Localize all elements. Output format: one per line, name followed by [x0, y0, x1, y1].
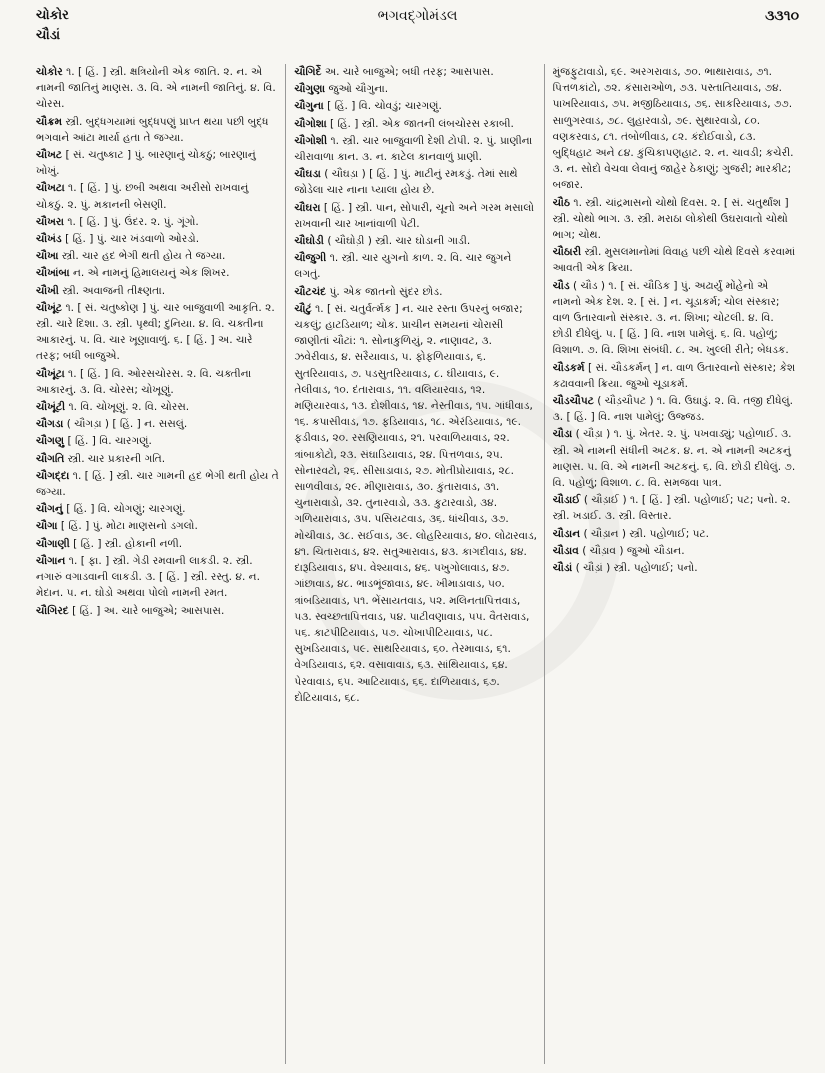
dictionary-entry — [36, 265, 279, 281]
dictionary-entry — [553, 360, 796, 392]
entry-definition: મુંજફુટાવાડો, ૬૯. અરગરાવાડ, ૭૦. ભાથારાવાડ, ૭૧. પિત્તળકાંટો, ૭૨. કંસારાઓળ, ૭૩. પસ્તાતિયાવાડ, ૭૪. પાખરિયાવાડ, ૭૫. મજીઠિયાવાડ, ૭૬. સાકરિયાવાડ, ૭૭. સાળુગરવાડ, ૭૮. લુહારવાડો, ૭૯. સુથારવાડો, ૮૦. વણકરવાડ, ૮૧. તંબોળીવાડ, ૮૨. કંદોઈવાડો, ૮૩. બુદ્ધિહાટ અને ૮૪. કુંચિકાપણહાટ. ૨. ન. ચાવડી; કચેરી. ૩. ન. સોદો વેચવા લેવાનું જાહેર ઠેકાણું; ગુજરી; મારકીટ; બજાર. — [552, 66, 794, 192]
dictionary-entry — [553, 543, 796, 559]
dictionary-entry — [553, 278, 796, 359]
dictionary-entry — [294, 64, 537, 80]
dictionary-entry — [36, 451, 279, 467]
entry-definition: [ હિં. ] પું. મોટા માણસનો ડગલો. — [60, 520, 198, 533]
dictionary-entry — [36, 518, 279, 534]
entry-headword: ચૌઘોડી — [294, 235, 324, 248]
dictionary-entry — [553, 393, 796, 425]
entry-definition: સ્ત્રી. મુસલમાનોમાં વિવાહ પછી ચોથે દિવસે કરવામાં આવતી એક ક્રિયા. — [552, 246, 796, 275]
entry-definition: ૧. વિ. ચોખૂણું. ૨. વિ. ચોરસ. — [68, 401, 190, 414]
entry-headword: ચૌક્રમ — [36, 115, 63, 128]
entry-definition: ( ચૌઘડ઼ા ) [ હિં. ] પું. માટીનું રમકડું. તેમાં સાથે જોડેલા ચાર નાના પ્યાલા હોય છે. — [294, 168, 518, 197]
entry-definition: જુઓ ચૌગુના. — [328, 83, 389, 96]
entry-definition: ૧. [ ફા. ] સ્ત્રી. ગેડી રમવાની લાકડી. ૨. સ્ત્રી. નગારું વગાડવાની લાકડી. ૩. [ હિં. ] સ્ત્રી. રસ્તુ. ૪. ન. મેદાન. ૫. ન. ઘોડો અથવા પોલો નામની રમત. — [36, 554, 260, 600]
entry-definition: સ્ત્રી. બુદ્ધગયામાં બુદ્ધપણું પ્રાપ્ત થયા પછી બુદ્ધ ભગવાને આંટા માર્યા હતા તે જગ્યા. — [36, 115, 269, 144]
entry-definition: સ્ત્રી. ચાર પ્રકારની ગતિ. — [67, 452, 166, 465]
entry-definition: ૧. [ હિં. ] સ્ત્રી. ચાર ગામની હદ ભેગી થતી હોય તે જગ્યા. — [36, 469, 279, 499]
entry-definition: ( ચૌડ઼ચૌપટ ) ૧. વિ. ઉઘાડું. ૨. વિ. તજી દીધેલું. ૩. [ હિં. ] વિ. નાશ પામેલું; ઉજ્જડ. — [552, 395, 793, 424]
entry-definition: ( ચૌડ઼ાં ) સ્ત્રી. પહોળાઈ; પનો. — [575, 562, 698, 575]
dictionary-entry — [294, 233, 537, 249]
entry-headword: ચૌખૂંટ — [36, 301, 63, 314]
entry-headword: ચૌડાવ — [552, 544, 579, 557]
entry-definition: [ હિં. ] સ્ત્રી. પાન, સોપારી, ચૂનો અને ગરમ મસાલો રાખવાની ચાર ખાનાંવાળી પેટી. — [294, 201, 534, 230]
dictionary-entry — [553, 195, 796, 244]
entry-headword: ચોકોર — [36, 66, 63, 78]
dictionary-entry — [36, 536, 279, 552]
entry-headword: ચૌખરા — [36, 215, 64, 228]
entry-definition: ૧. સ્ત્રી. ચાર યુગનો કાળ. ૨. વિ. ચાર જુગને લગતું. — [294, 252, 512, 281]
entry-headword: ચૌગાણી — [36, 537, 70, 550]
entry-definition: ૧. [ હિં. ] વિ. ઓરસચોરસ. ૨. વિ. ચક્તીના આકારનું. ૩. વિ. ચોરસ; ચોખૂણું. — [36, 367, 252, 396]
entry-definition: ( ચૌગડ઼ા ) [ હિં. ] ન. સસલું. — [66, 418, 188, 431]
entry-headword: ચૌડાન — [552, 527, 581, 540]
dictionary-entry — [36, 283, 279, 299]
entry-headword: ચૌખૂંટા — [36, 367, 65, 380]
entry-definition: ૧. [ સં. ચતુષ્કોણ ] પું. ચાર બાજુવાળી આકૃતિ. ૨. સ્ત્રી. ચારે દિશા. ૩. સ્ત્રી. પૃથ્વી; દુનિયા. ૪. વિ. ચક્તીના આકારનું. ૫. વિ. ચાર ખૂણાવાળું. ૬. [ હિં. ] અ. ચારે તરફ; બધી બાજુએ. — [36, 301, 275, 363]
dictionary-entry — [36, 399, 279, 415]
entry-headword: ચૌખૂંટી — [36, 401, 66, 414]
column-2 — [294, 64, 544, 1064]
entry-headword: ચૌડ — [552, 279, 570, 292]
entry-definition: [ સં. ચૌડકર્મન્ ] ન. વાળ ઉતારવાનો સંસ્કાર; કેશ કઢાવવાની ક્રિયા. જુઓ ચૂડાકર્મ. — [552, 361, 796, 390]
book-title: ભગવદ્ગોમંડલ — [377, 8, 458, 24]
entry-definition: પું. એક જાતનો સુંદર છોડ. — [329, 285, 443, 298]
dictionary-entry — [294, 133, 537, 165]
dictionary-entry — [36, 64, 279, 113]
entry-headword: ચૌડાં — [552, 562, 573, 575]
entry-headword: ચૌગુણા — [294, 83, 326, 96]
entry-definition: [ હિં. ] વિ. ચોવડું; ચારગણું. — [327, 100, 442, 113]
dictionary-entry — [553, 426, 796, 491]
dictionary-columns — [36, 64, 802, 1064]
dictionary-entry — [36, 433, 279, 449]
guide-word-first: ચોકોર — [36, 8, 69, 23]
entry-definition: ૧. [ હિં. ] પું. ઉંદર. ૨. પું. ગૂંગો. — [67, 215, 199, 228]
entry-headword: ચૌજુગી — [294, 252, 327, 265]
dictionary-entry — [36, 468, 279, 500]
dictionary-entry — [36, 231, 279, 247]
entry-headword: ચૌખંડ — [36, 233, 62, 246]
entry-headword: ચૌગુના — [294, 100, 324, 113]
dictionary-entry — [36, 501, 279, 517]
page-header — [36, 6, 799, 50]
dictionary-entry — [553, 244, 796, 276]
entry-definition: ન. એ નામનું હિમાલયનું એક શિખર. — [72, 267, 230, 280]
entry-headword: ચૌઠ — [552, 196, 571, 209]
dictionary-entry — [36, 180, 279, 212]
column-1 — [36, 64, 286, 1064]
entry-definition: [ હિં. ] સ્ત્રી. એક જાતની લંબચોરસ રકાબી. — [330, 117, 514, 130]
entry-definition: સ્ત્રી. અવાજની તીક્ષ્ણતા. — [62, 284, 166, 297]
entry-headword: ચૌગનું — [36, 503, 63, 516]
entry-headword: ચૌગોશી — [294, 134, 328, 147]
entry-headword: ચૌડકર્મ — [552, 361, 585, 374]
entry-headword: ચૌડચૌપટ — [552, 395, 594, 408]
entry-headword: ચૌગાન — [36, 554, 66, 567]
dictionary-entry — [294, 301, 537, 706]
dictionary-entry — [36, 416, 279, 432]
dictionary-entry — [553, 526, 796, 542]
entry-definition: ૧. સ્ત્રી. ચાંદ્રમાસનો ચોથો દિવસ. ૨. [ સં. ચતુર્થાંશ ] સ્ત્રી. ચોથો ભાગ. ૩. સ્ત્રી. મરાઠા લોકોથી ઉઘરાવાતો ચોથો ભાગ; ચોથ. — [552, 196, 789, 242]
entry-definition: ( ચૌડ઼ા ) ૧. પું. ખેતર. ૨. પું. પખવાડ્યું; પહોળાઈ. ૩. સ્ત્રી. એ નામની સંધીની અટક. ૪. ન. એ નામની અટકનું માણસ. ૫. વિ. એ નામની અટકનું. ૬. વિ. છોડી દીધેલું. ૭. વિ. પહોળું; વિશાળ. ૮. વિ. સમજવા પાત્ર. — [552, 428, 796, 490]
entry-definition: [ હિં. ] પું. ચાર ખંડવાળો ઓરડો. — [65, 233, 200, 246]
entry-headword: ચૌઘરા — [294, 201, 321, 214]
entry-headword: ચૌગદ્દા — [36, 469, 70, 482]
guide-word-last: ચૌડાં — [36, 28, 61, 43]
entry-headword: ચૌડાઈ — [552, 494, 581, 507]
entry-definition: [ હિં. ] સ્ત્રી. હોકાની નળી. — [73, 537, 183, 550]
entry-definition: સ્ત્રી. ચાર હદ ભેગી થતી હોય તે જગ્યા. — [61, 250, 226, 263]
dictionary-entry — [294, 81, 537, 97]
dictionary-entry — [36, 147, 279, 179]
entry-headword: ચૌડા — [552, 428, 573, 441]
dictionary-entry — [36, 300, 279, 365]
entry-headword: ચૌગડા — [36, 418, 64, 431]
entry-headword: ચૌખટ — [36, 149, 63, 162]
entry-definition: ૧. [ હિં. ] સ્ત્રી. ક્ષત્રિયોની એક જાતિ. ૨. ન. એ નામની જાતિનું માણસ. ૩. વિ. એ નામની જાતિનું. ૪. વિ. ચોરસ. — [36, 66, 276, 111]
entry-headword: ચૌગણુ — [36, 435, 65, 448]
dictionary-entry — [294, 116, 537, 132]
entry-definition: ( ચૌડ઼ાઈ ) ૧. [ હિં. ] સ્ત્રી. પહોળાઈ; પટ; પનો. ૨. સ્ત્રી. ખડાઈ. ૩. સ્ત્રી. વિસ્તાર. — [552, 494, 791, 523]
entry-definition: ( ચૌઘોડ઼ી ) સ્ત્રી. ચાર ઘોડાની ગાડી. — [327, 235, 471, 248]
entry-headword: ચૌગતિ — [36, 452, 65, 465]
entry-definition: ૧. [ સં. ચતુર્વર્ત્મક ] ન. ચાર રસ્તા ઉપરનું બજાર; ચકલું; હાટડિયાળ; ચોક. પ્રાચીન સમયનાં ચોરાસી જાણીતાં ચૌટાં: ૧. સોનાકુળિયું, ૨. નાણાવટ, ૩. ઝવેરીવાડ, ૪. સરૈયાવાડ, ૫. ફોફળિયાવાડ, ૬. સુતરિયાવાડ, ૭. પડસુતરિયાવાડ, ૮. ઘીયાવાડ, ૯. તેલીવાડ, ૧૦. દંતારાવાડ, ૧૧. વલિયારવાડ, ૧૨. મણિયારવાડ, ૧૩. દોશીવાડ, ૧૪. નેસ્તીવાડ, ૧૫. ગાંધીવાડ, ૧૬. કપાસીવાડ, ૧૭. ફડિયાવાડ, ૧૮. એરંડિયાવાડ, ૧૯. ફડીવાડ, ૨૦. રસણિયાવાડ, ૨૧. પરવાળિયાવાડ, ૨૨. ત્રાંબાકોટો, ૨૩. સંઘાડિયાવાડ, ૨૪. પિત્તળવાડ, ૨૫. સોનારવટો, ૨૬. સીસાડાવાડ, ૨૭. મોતીપ્રોયાવાડ, ૨૮. સાળવીવાડ, ૨૯. મીણારાવાડ, ૩૦. કુંતારાવાડ, ૩૧. ચુનારાવાડો, ૩૨. તુનારવાડો, ૩૩. કુટારવાડો, ૩૪. ગળિયારાવાડ, ૩૫. પસિયટવાડ, ૩૬. ધાંચીવાડ, ૩૭. મોચીવાડ, ૩૮. સઈવાડ, ૩૯. લોહરિયાવાડ, ૪૦. લોઢારવાડ, ૪૧. ચિતારાવાડ, ૪૨. સતુઆરાવાડ, ૪૩. કાગદીવાડ, ૪૪. દારૂડિયાવાડ, ૪૫. વેશ્યાવાડ, ૪૬. પખુગોલાવાડ, ૪૭. ગાંછાવાડ, ૪૮. ભાડભૂંજાવાડ, ૪૯. ખીમાડાવાડ, ૫૦. ત્રાંબડિયાવાડ, ૫૧. ભેંસાયતવાડ, ૫૨. મલિનતાપિત્તવાડ, ૫૩. સ્વચ્છતાપિત્તવાડ, ૫૪. પાટીવણાવાડ, ૫૫. વૈતરાવાડ, ૫૬. કાટપીટિયાવાડ, ૫૭. ચોખાપીટિયાવાડ, ૫૮. સુખડિયાવાડ, ૫૯. સાથરિયાવાડ, ૬૦. તેરમાવાડ, ૬૧. વેગડિયાવાડ, ૬૨. વસાવાવાડ, ૬૩. સાંથિયાવાડ, ૬૪. પેરવાવાડ, ૬૫. આટિયાવાડ, ૬૬. દાળિયાવાડ, ૬૭. દોટિયાવાડ, ૬૮. — [294, 302, 538, 704]
entry-headword: ચૌખટા — [36, 182, 65, 195]
dictionary-entry — [553, 492, 796, 524]
entry-definition: ( ચૌડ઼ાવ ) જુઓ ચૌડાન. — [582, 544, 685, 557]
entry-headword: ચૌગોશા — [294, 117, 327, 130]
entry-definition: ( ચૌડ઼ાન ) સ્ત્રી. પહોળાઈ; પટ. — [583, 527, 710, 540]
dictionary-entry — [294, 98, 537, 114]
column-3 — [553, 64, 802, 1064]
entry-definition: ૧. [ હિં. ] પું. છબી અથવા અરીસો રાખવાનું ચોકઠું. ૨. પું. મકાનની બેસણી. — [36, 182, 249, 211]
entry-headword: ચૌગા — [36, 520, 58, 533]
entry-headword: ચૌખાંબા — [36, 267, 70, 280]
entry-headword: ચૌગિરદ — [36, 604, 69, 617]
entry-definition: અ. ચારે બાજુએ; બધી તરફ; આસપાસ. — [324, 66, 494, 78]
dictionary-entry — [36, 553, 279, 602]
entry-headword: ચૌટચંદ — [294, 285, 327, 298]
entry-definition: ૧. સ્ત્રી. ચાર બાજુવાળી દેશી ટોપી. ૨. પું. પ્રાણીના ચીરાવાળા કાન. ૩. ન. કાટેલ કાનવાળું પ્રાણી. — [294, 134, 533, 164]
dictionary-entry — [36, 248, 279, 264]
dictionary-entry — [36, 603, 279, 619]
entry-definition: [ હિં. ] અ. ચારે બાજુએ; આસપાસ. — [72, 604, 225, 617]
dictionary-entry — [294, 200, 537, 232]
entry-headword: ચૌઘડા — [294, 168, 321, 181]
dictionary-entry — [294, 284, 537, 300]
entry-definition: ( ચૌડ ) ૧. [ સં. ચૌડિક ] પું. અઢાર્યું મોંહેનો એ નામનો એક દેશ. ૨. [ સં. ] ન. ચૂડાકર્મ; ચોલ સંસ્કાર; વાળ ઉતારવાનો સંસ્કાર. ૩. ન. શિખા; ચોટલી. ૪. વિ. છોડી દીધેલું. ૫. [ હિં. ] વિ. નાશ પામેલું. ૬. વિ. પહોળું; વિશાળ. ૭. વિ. શિખા સંબંધી. ૮. અ. ખુલ્લી રીતે; બેધડક. — [552, 279, 789, 357]
entry-headword: ચૌખી — [36, 284, 59, 297]
entry-headword: ચૌટું — [294, 302, 312, 315]
page-number: ૩૩૧૦ — [765, 8, 799, 24]
dictionary-entry — [36, 214, 279, 230]
entry-definition: [ હિં. ] વિ. ચારગણું. — [67, 435, 152, 448]
entry-headword: ચૌગિર્દે — [294, 66, 322, 78]
dictionary-entry — [553, 64, 796, 194]
entry-headword: ચૌઠારી — [552, 246, 582, 259]
entry-definition: [ સં. ચતુષ્કાટ ] પું. બારણાનું ચોકઠું; બારણાનું ખોખું. — [36, 149, 256, 178]
dictionary-entry — [553, 560, 796, 576]
dictionary-entry — [36, 366, 279, 398]
entry-headword: ચૌખા — [36, 250, 59, 263]
dictionary-entry — [294, 166, 537, 198]
dictionary-entry — [36, 114, 279, 146]
entry-definition: [ હિં. ] વિ. ચોગણું; ચારગણું. — [66, 503, 186, 516]
dictionary-entry — [294, 250, 537, 282]
